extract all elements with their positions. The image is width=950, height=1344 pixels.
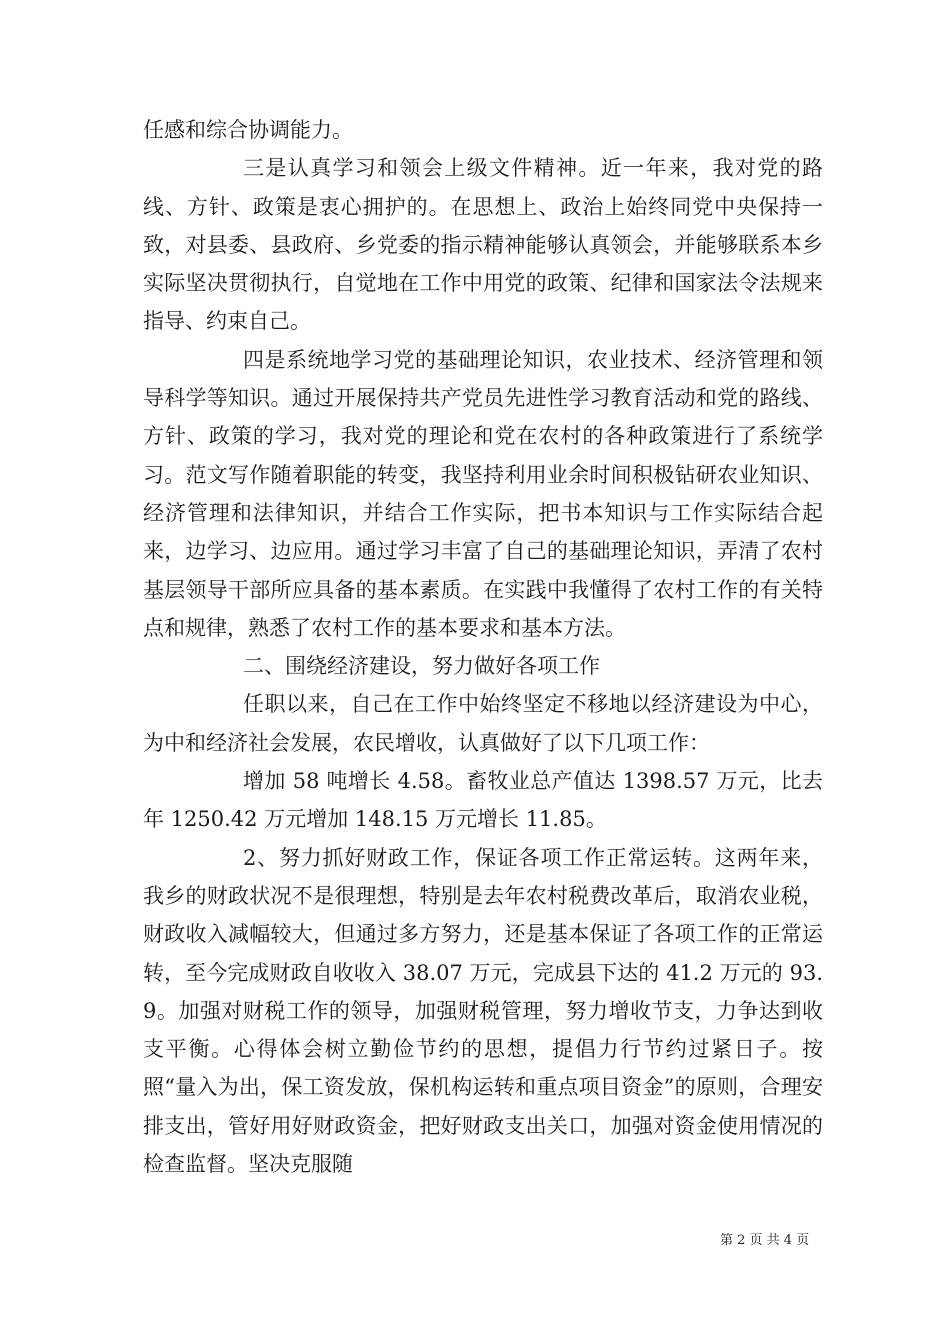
- document-body: [143, 111, 823, 1183]
- section-heading-economy: 二、围绕经济建设，努力做好各项工作: [243, 654, 600, 679]
- paragraph-livestock-output: 增加 58 吨增长 4.58。畜牧业总产值达 1398.57 万元，比去年 1250.42 万元增加 148.15 万元增长 11.85。: [143, 769, 823, 832]
- paragraph-continuation: 任感和综合协调能力。: [143, 118, 353, 142]
- page-number-footer: 第 2 页 共 4 页: [720, 1233, 810, 1248]
- paragraph-work-intro: 任职以来，自己在工作中始终坚定不移地以经济建设为中心，为中和经济社会发展，农民增收，认真做好了以下几项工作：: [143, 692, 823, 755]
- paragraph-finance-work: 2、努力抓好财政工作，保证各项工作正常运转。这两年来，我乡的财政状况不是很理想，特别是去年农村税费改革后，取消农业税，财政收入减幅较大，但通过多方努力，还是基本保证了各项工作的正常运转，至今完成财政自收收入 38.07 万元，完成县下达的 41.2 万元的 93.9。加强对财税工作的领导，加强财税管理，努力增收节支，力争达到收支平衡。心得体会树立勤俭节约的思想，提倡力行节约过紧日子。按照“量入为出，保工资发放，保机构运转和重点项目资金”的原则，合理安排支出，管好用好财政资金，把好财政支出关口，加强对资金使用情况的检查监督。坚决克服随: [143, 845, 823, 1177]
- paragraph-study-documents: 三是认真学习和领会上级文件精神。近一年来，我对党的路线、方针、政策是衷心拥护的。在思想上、政治上始终同党中央保持一致，对县委、县政府、乡党委的指示精神能够认真领会，并能够联系本乡实际坚决贯彻执行，自觉地在工作中用党的政策、纪律和国家法令法规来指导、约束自己。: [143, 156, 823, 334]
- paragraph-study-theory: 四是系统地学习党的基础理论知识，农业技术、经济管理和领导科学等知识。通过开展保持共产党员先进性学习教育活动和党的路线、方针、政策的学习，我对党的理论和党在农村的各种政策进行了系统学习。范文写作随着职能的转变，我坚持利用业余时间积极钻研农业知识、经济管理和法律知识，并结合工作实际，把书本知识与工作实际结合起来，边学习、边应用。通过学习丰富了自己的基础理论知识，弄清了农村基层领导干部所应具备的基本素质。在实践中我懂得了农村工作的有关特点和规律，熟悉了农村工作的基本要求和基本方法。: [143, 347, 823, 640]
